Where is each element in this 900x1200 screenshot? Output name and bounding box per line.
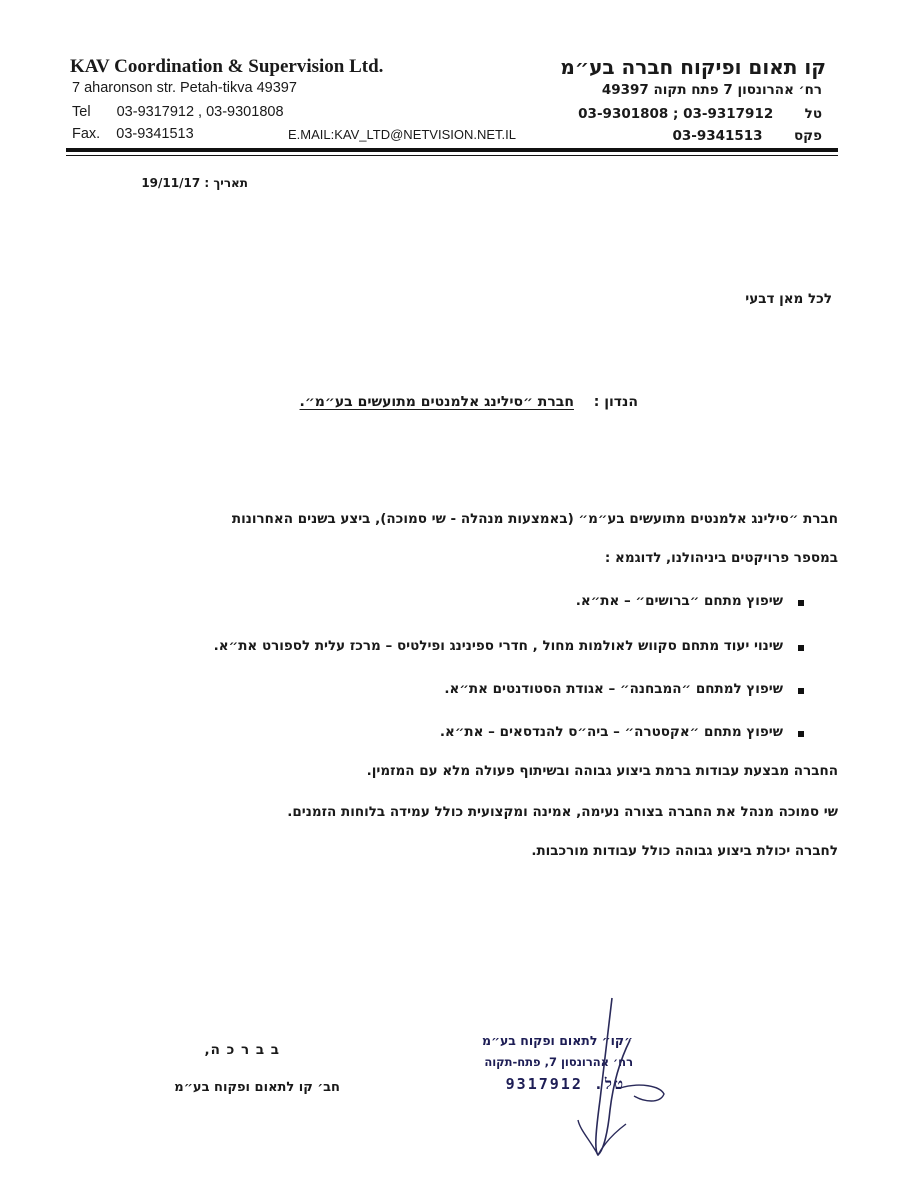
project-item: שיפוץ מתחם ״ברושים״ – את״א.	[575, 593, 783, 609]
stamp-address: רח׳ אהרונסון 7, פתח-תקוה	[484, 1055, 633, 1069]
subject-line	[300, 394, 638, 410]
fax-value: 03-9341513	[116, 126, 194, 142]
project-item: שינוי יעוד מתחם סקווש לאולמות מחול , חדרי ספינינג ופילטיס – מרכז עלית לספורט את״א.	[213, 638, 783, 654]
fax-label: Fax.	[72, 126, 101, 142]
stamp-phone: טל. 9317912	[505, 1075, 625, 1093]
signer-name: חב׳ קו לתאום ופקוח בע״מ	[174, 1080, 340, 1095]
closing-paragraph: שי סמוכה מנהל את החברה בצורה נעימה, אמינה ומקצועית כולל עמידה בלוחות הזמנים.	[287, 804, 838, 820]
subject-text: חברת ״סילינג אלמנטים מתועשים בע״מ״.	[299, 394, 574, 410]
project-item: שיפוץ למתחם ״המבחנה״ – אגודת הסטודנטים את״א.	[444, 681, 783, 697]
company-phone-hebrew	[578, 106, 822, 122]
date-label: תאריך :	[204, 176, 248, 190]
fax-value-hebrew: 03-9341513	[672, 128, 763, 144]
recipient-line: לכל מאן דבעי	[745, 291, 832, 307]
company-fax-english	[72, 126, 194, 142]
subject-label: הנדון :	[593, 394, 638, 410]
phone-value-hebrew: 03-9301808 ; 03-9317912	[578, 106, 774, 122]
company-phone-english	[72, 104, 284, 120]
date-value: 19/11/17	[141, 176, 201, 190]
handwritten-signature	[560, 990, 670, 1165]
intro-line-2: במספר פרויקטים ביניהולנו, לדוגמא :	[604, 550, 838, 566]
project-item: שיפוץ מתחם ״אקסטרה״ – ביה״ס להנדסאים – את״א.	[439, 724, 783, 740]
letter-date	[118, 176, 248, 190]
header-divider-thick	[66, 148, 838, 152]
bullet-square-icon	[798, 645, 804, 651]
company-email: E.MAIL:KAV_LTD@NETVISION.NET.IL	[288, 127, 516, 142]
bullet-square-icon	[798, 600, 804, 606]
fax-label-hebrew: פקס	[794, 128, 822, 144]
phone-label: Tel	[72, 104, 91, 120]
company-fax-hebrew	[672, 128, 822, 144]
bullet-square-icon	[798, 688, 804, 694]
bullet-square-icon	[798, 731, 804, 737]
closing-paragraph: החברה מבצעת עבודות ברמת ביצוע גבוהה ובשיתוף פעולה מלא עם המזמין.	[366, 763, 838, 779]
stamp-company: ״קו״ לתאום ופקוח בע״מ	[482, 1033, 633, 1048]
company-name-english: KAV Coordination & Supervision Ltd.	[70, 56, 384, 77]
phone-value: 03-9317912 , 03-9301808	[116, 104, 284, 120]
greeting: ב ב ר כ ה,	[204, 1042, 280, 1058]
header-divider-thin	[66, 155, 838, 156]
phone-label-hebrew: טל	[804, 106, 822, 122]
company-address-english: 7 aharonson str. Petah-tikva 49397	[72, 80, 297, 96]
closing-paragraph: לחברה יכולת ביצוע גבוהה כולל עבודות מורכבות.	[531, 843, 838, 859]
intro-line-1: חברת ״סילינג אלמנטים מתועשים בע״מ״ (באמצעות מנהלה - שי סמוכה), ביצע בשנים האחרונות	[231, 511, 838, 527]
company-address-hebrew: רח׳ אהרונסון 7 פתח תקוה 49397	[601, 82, 822, 98]
company-name-hebrew: קו תאום ופיקוח חברה בע״מ	[560, 55, 826, 79]
